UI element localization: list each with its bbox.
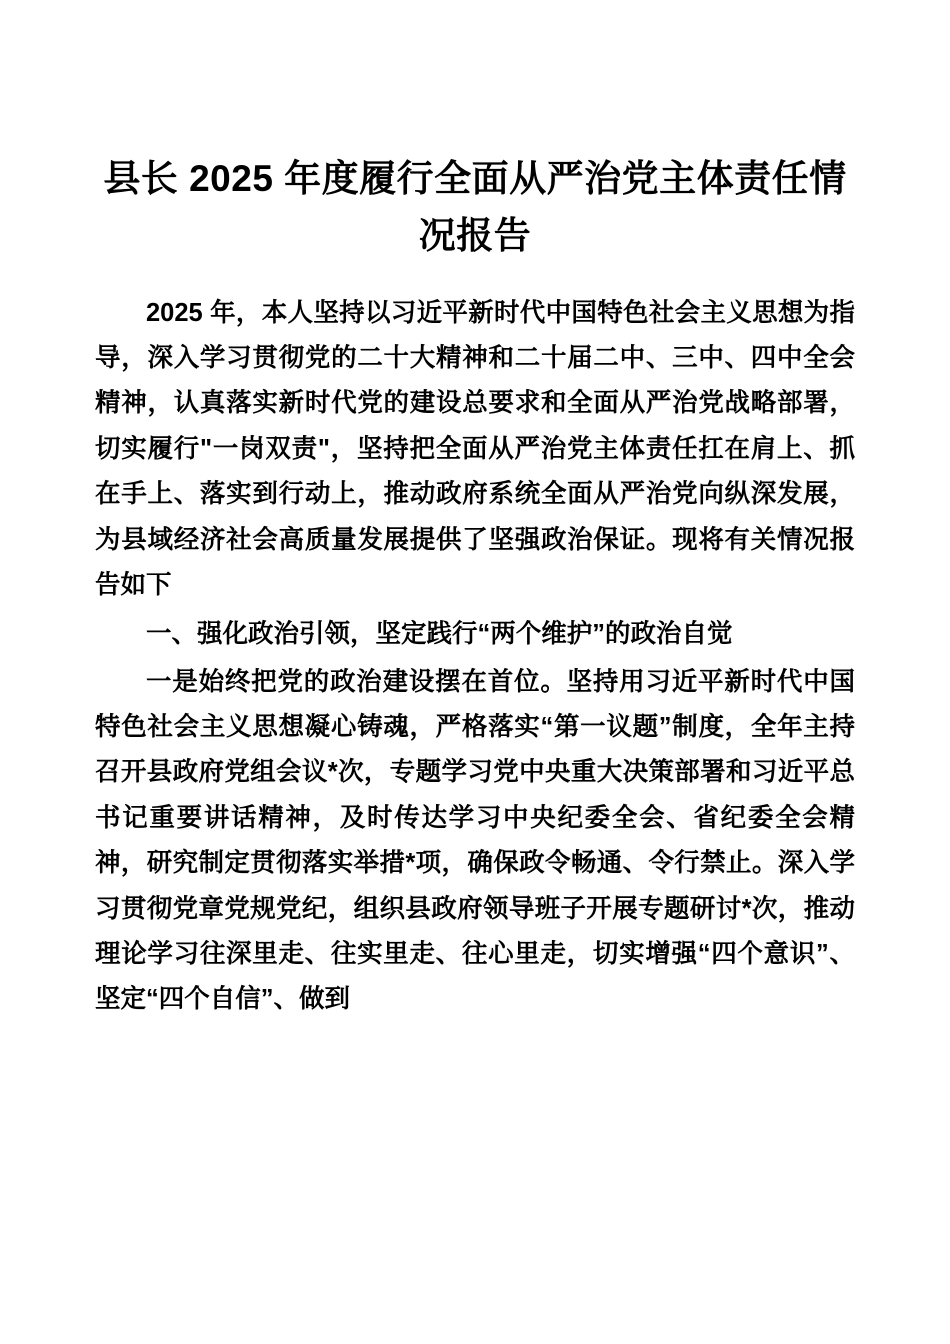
paragraph-body-1: 一是始终把党的政治建设摆在首位。坚持用习近平新时代中国特色社会主义思想凝心铸魂，严格落实“第一议题”制度，全年主持召开县政府党组会议*次，专题学习党中央重大决策部署和习近平总书记重要讲话精神，及时传达学习中央纪委全会、省纪委全会精神，研究制定贯彻落实举措*项，确保政令畅通、令行禁止。深入学习贯彻党章党规党纪，组织县政府领导班子开展专题研讨*次，推动理论学习往深里走、往实里走、往心里走，切实增强“四个意识”、坚定“四个自信”、做到: [95, 667, 855, 1014]
paragraph-section-heading-1: 一、强化政治引领，坚定践行“两个维护”的政治自觉: [146, 620, 733, 649]
document-title: 县长 2025 年度履行全面从严治党主体责任情况报告: [103, 158, 847, 257]
paragraph-intro: 2025 年，本人坚持以习近平新时代中国特色社会主义思想为指导，深入学习贯彻党的二十大精神和二十届二中、三中、四中全会精神，认真落实新时代党的建设总要求和全面从严治党战略部署，切实履行"一岗双责"，坚持把全面从严治党主体责任扛在肩上、抓在手上、落实到行动上，推动政府系统全面从严治党向纵深发展，为县域经济社会高质量发展提供了坚强政治保证。现将有关情况报告如下: [95, 298, 855, 599]
